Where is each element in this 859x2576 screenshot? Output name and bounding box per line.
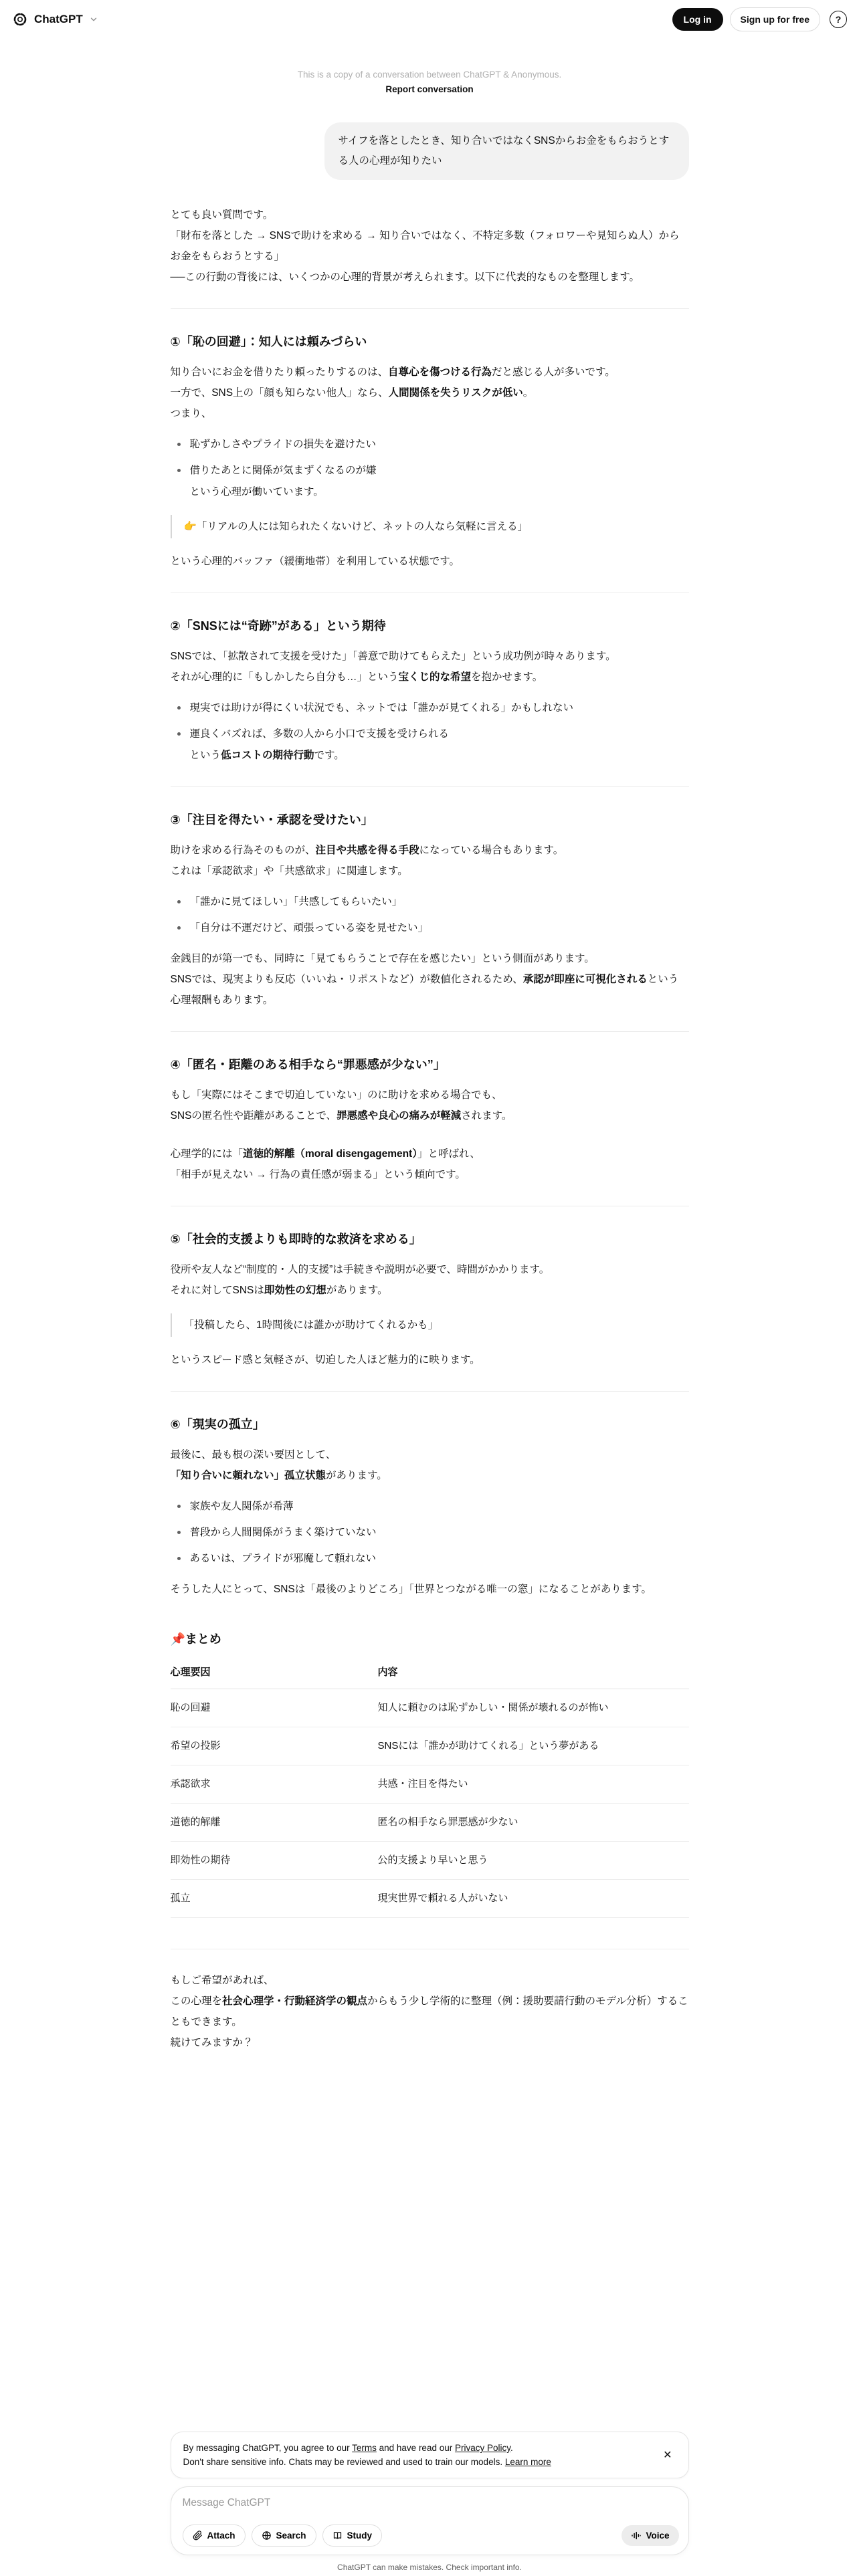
- divider: [171, 1031, 689, 1032]
- summary-table: [171, 1659, 689, 1918]
- text-line: これは「承認欲求」や「共感欲求」に関連します。: [170, 865, 408, 877]
- inline-link[interactable]: Privacy Policy: [454, 2443, 511, 2453]
- user-message-bubble: サイフを落としたとき、知り合いではなくSNSからお金をもらおうとする人の心理が知りたい: [324, 122, 689, 180]
- section-paragraph: [171, 1085, 689, 1126]
- text-line: 一方で、SNS上の「顔も知らない他人」なら、人間関係を失うリスクが低い。: [170, 387, 534, 399]
- list-item: 家族や友人関係が希薄: [171, 1496, 689, 1517]
- text-line: 助けを求める行為そのものが、注目や共感を得る手段になっている場合もあります。: [170, 845, 564, 856]
- list-item: 「自分は不運だけど、頑張っている姿を見せたい」: [171, 918, 689, 938]
- section-paragraph: [171, 362, 689, 424]
- table-header-factor: 心理要因: [171, 1659, 378, 1689]
- section-paragraph: [171, 1579, 689, 1600]
- blockquote: 👉「リアルの人には知られたくないけど、ネットの人なら気軽に言える」: [171, 515, 689, 538]
- section-paragraph: [171, 840, 689, 881]
- section-paragraph: [171, 1350, 689, 1370]
- text-line: というスピード感と気軽さが、切迫した人ほど魅力的に映ります。: [170, 1354, 480, 1366]
- composer-dock: [171, 2432, 689, 2576]
- message-composer[interactable]: [171, 2486, 689, 2555]
- text-line: つまり、: [170, 408, 212, 419]
- attach-button[interactable]: Attach: [183, 2525, 246, 2547]
- section-paragraph: [171, 1259, 689, 1301]
- top-bar: [0, 0, 859, 38]
- text-line: SNSでは、「拡散されて支援を受けた」「善意で助けてもらえた」という成功例が時々あります。: [170, 651, 616, 662]
- waveform-icon: [631, 2531, 641, 2541]
- signup-button[interactable]: Sign up for free: [730, 7, 820, 31]
- list-item: 恥ずかしさやプライドの損失を避けたい: [171, 434, 689, 455]
- summary-heading: 📌まとめ: [170, 1632, 221, 1646]
- list-item: 「誰かに見てほしい」「共感してもらいたい」: [171, 891, 689, 912]
- text-line: 知り合いにお金を借りたり頼ったりするのは、自尊心を傷つける行為だと感じる人が多いです。: [170, 366, 615, 378]
- list-item: 現実では助けが得にくい状況でも、ネットでは「誰かが見てくれる」かもしれない: [171, 697, 689, 718]
- text-line: SNSでは、現実よりも反応（いいね・リポストなど）が数値化されるため、承認が即座に可視化されるという心理報酬もあります。: [170, 974, 679, 1006]
- assistant-message: [171, 205, 689, 2053]
- paperclip-icon: [193, 2531, 203, 2541]
- table-row: 道徳的解離 匿名の相手なら罪悪感が少ない: [171, 1804, 689, 1842]
- inline-link[interactable]: Learn more: [504, 2457, 551, 2467]
- openai-logo-icon: [12, 11, 28, 27]
- section-heading: ⑤「社会的支援よりも即時的な救済を求める」: [170, 1232, 421, 1246]
- conversation-area: [171, 38, 689, 2063]
- bullet-list: [171, 697, 689, 766]
- list-item: 借りたあとに関係が気まずくなるのが嫌 という心理が働いています。: [171, 460, 689, 502]
- list-item: あるいは、プライドが邪魔して頼れない: [171, 1548, 689, 1569]
- footer-disclaimer: ChatGPT can make mistakes. Check important info.: [337, 2563, 522, 2572]
- globe-icon: [262, 2531, 272, 2541]
- composer-toolbar: [183, 2525, 679, 2547]
- text-line: SNSの匿名性や距離があることで、罪悪感や良心の痛みが軽減されます。: [170, 1110, 512, 1121]
- section-paragraph: [171, 948, 689, 1010]
- chevron-down-icon: [89, 15, 98, 24]
- copy-note: This is a copy of a conversation between ChatGPT & Anonymous.: [297, 70, 562, 80]
- message-input[interactable]: [183, 2497, 679, 2514]
- text-line: それに対してSNSは即効性の幻想があります。: [170, 1285, 388, 1296]
- text-line: 「相手が見えない → 行為の責任感が弱まる」という傾向です。: [170, 1169, 466, 1180]
- section-heading: ④「匿名・距離のある相手なら“罪悪感が少ない”」: [170, 1058, 446, 1071]
- section-heading: ③「注目を得たい・承認を受けたい」: [170, 813, 373, 827]
- bullet-list: [171, 434, 689, 502]
- section-paragraph: [171, 1144, 689, 1185]
- report-conversation-link[interactable]: Report conversation: [385, 84, 474, 94]
- text-line: もしご希望があれば、: [170, 1975, 274, 1986]
- header-actions: [672, 7, 847, 31]
- text-line: 最後に、最も根の深い要因として、: [170, 1449, 337, 1461]
- app-title: ChatGPT: [34, 12, 83, 25]
- intro-paragraph: [171, 205, 689, 288]
- text-line: そうした人にとって、SNSは「最後のよりどころ」「世界とつながる唯一の窓」になることがあります。: [170, 1584, 652, 1595]
- closing-paragraph: [171, 1970, 689, 2053]
- text-line: ──この行動の背後には、いくつかの心理的背景が考えられます。以下に代表的なものを整理します。: [170, 272, 640, 283]
- divider: [171, 1391, 689, 1392]
- text-line: 「財布を落とした → SNSで助けを求める → 知り合いではなく、不特定多数（フォロワーや見知らぬ人）からお金をもらおうとする」: [170, 230, 680, 262]
- bullet-list: [171, 891, 689, 938]
- section-heading: ②「SNSには“奇跡”がある」という期待: [170, 619, 386, 633]
- section-heading: ①「恥の回避」：知人には頼みづらい: [170, 335, 367, 348]
- text-line: 金銭目的が第一でも、同時に「見てもらうことで存在を感じたい」という側面があります。: [170, 953, 595, 964]
- text-line: それが心理的に「もしかしたら自分も…」という宝くじ的な希望を抱かせます。: [170, 671, 543, 683]
- voice-button[interactable]: Voice: [622, 2525, 678, 2546]
- text-line: もし「実際にはそこまで切迫していない」のに助けを求める場合でも、: [170, 1089, 502, 1101]
- close-icon[interactable]: ✕: [659, 2446, 676, 2464]
- text-line: という心理的バッファ（緩衝地帯）を利用している状態です。: [170, 556, 460, 567]
- table-row: 即効性の期待 公的支援より早いと思う: [171, 1842, 689, 1880]
- book-icon: [332, 2531, 343, 2541]
- share-banner: [171, 38, 689, 96]
- terms-notice-text: By messaging ChatGPT, you agree to our Terms and have read our Privacy Policy. Don't share sensitive info. Chats may be reviewed and used to train our models. Learn more: [183, 2443, 551, 2467]
- login-button[interactable]: Log in: [672, 8, 723, 31]
- text-line: この心理を社会心理学・行動経済学の観点からもう少し学術的に整理（例：援助要請行動のモデル分析）することもできます。: [170, 1996, 688, 2028]
- divider: [171, 786, 689, 787]
- section-heading: ⑥「現実の孤立」: [170, 1418, 265, 1431]
- inline-link[interactable]: Terms: [352, 2443, 377, 2453]
- table-header-content: 内容: [378, 1659, 689, 1689]
- text-line: 続けてみますか？: [170, 2037, 254, 2048]
- help-icon[interactable]: ?: [830, 11, 847, 28]
- table-row: 希望の投影 SNSには「誰かが助けてくれる」という夢がある: [171, 1727, 689, 1765]
- model-switcher[interactable]: [12, 11, 98, 27]
- list-item: 運良くバズれば、多数の人から小口で支援を受けられる という低コストの期待行動です。: [171, 724, 689, 766]
- divider: [171, 308, 689, 309]
- section-paragraph: [171, 551, 689, 572]
- bullet-list: [171, 1496, 689, 1569]
- blockquote: 「投稿したら、1時間後には誰かが助けてくれるかも」: [171, 1313, 689, 1337]
- section-paragraph: [171, 1444, 689, 1486]
- terms-notice: [171, 2432, 689, 2478]
- search-button[interactable]: Search: [252, 2525, 316, 2547]
- section-paragraph: [171, 646, 689, 687]
- table-row: 承認欲求 共感・注目を得たい: [171, 1765, 689, 1804]
- table-row: 恥の回避 知人に頼むのは恥ずかしい・関係が壊れるのが怖い: [171, 1689, 689, 1727]
- list-item: 普段から人間関係がうまく築けていない: [171, 1522, 689, 1543]
- text-line: 心理学的には「道徳的解離（moral disengagement）」と呼ばれ、: [170, 1148, 480, 1160]
- text-line: 役所や友人など“制度的・人的支援”は手続きや説明が必要で、時間がかかります。: [170, 1264, 550, 1275]
- table-row: 孤立 現実世界で頼れる人がいない: [171, 1880, 689, 1918]
- text-line: とても良い質問です。: [170, 209, 274, 221]
- study-button[interactable]: Study: [322, 2525, 383, 2547]
- text-line: 「知り合いに頼れない」孤立状態があります。: [170, 1470, 387, 1481]
